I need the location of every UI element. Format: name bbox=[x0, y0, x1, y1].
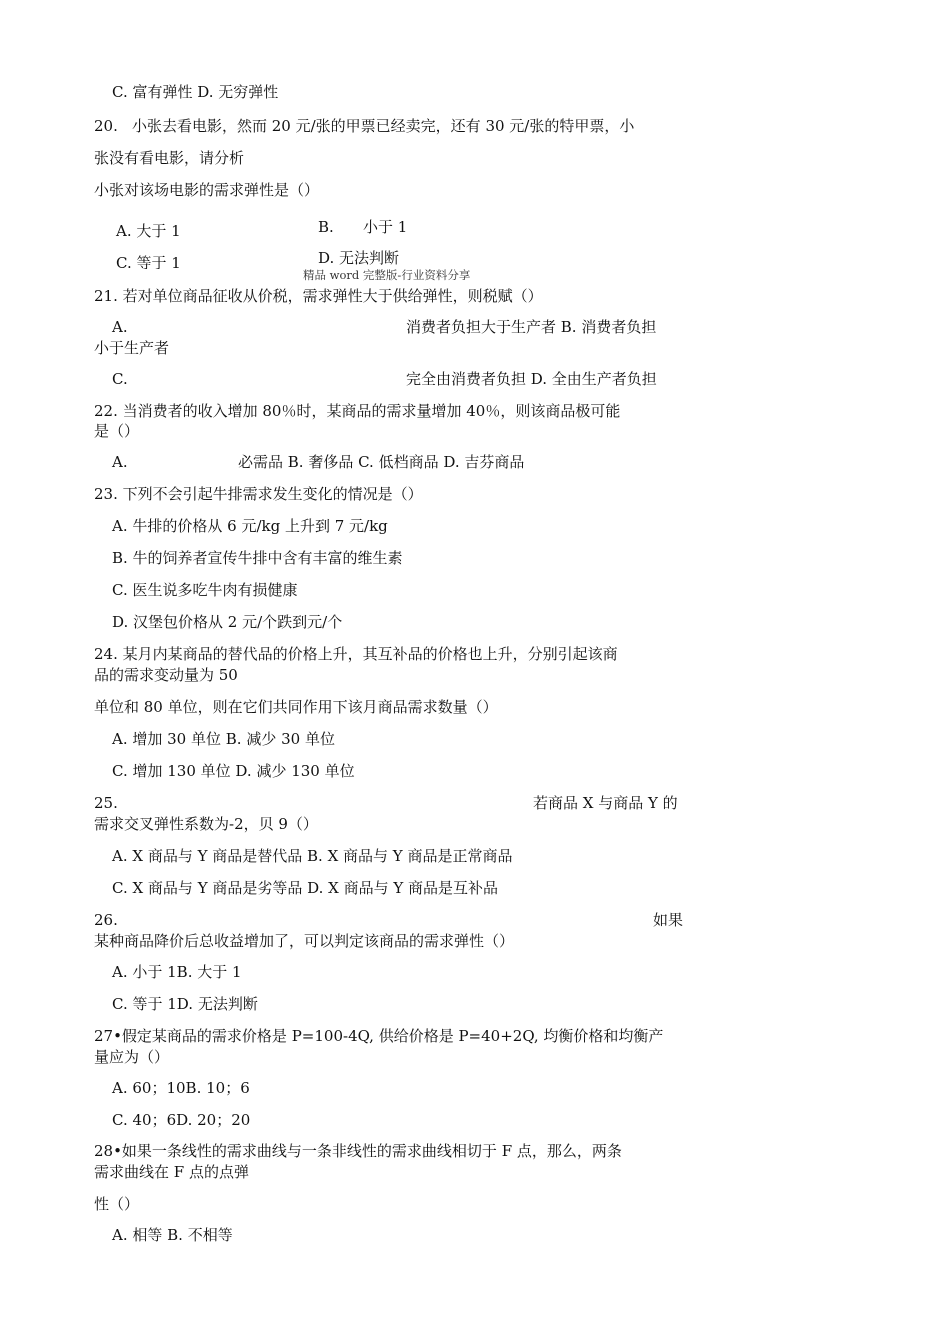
q28-options-ab: A. 相等 B. 不相等 bbox=[112, 1226, 233, 1244]
q28-stem-line1: 28•如果一条线性的需求曲线与一条非线性的需求曲线相切于 F 点，那么，两条 bbox=[94, 1142, 622, 1160]
q20-stem-line2: 张没有看电影，请分析 bbox=[94, 149, 245, 167]
q26-options-cd: C. 等于 1D. 无法判断 bbox=[112, 995, 258, 1013]
q23-option-b: B. 牛的饲养者宣传牛排中含有丰富的维生素 bbox=[112, 549, 403, 567]
q21-stem: 21. 若对单位商品征收从价税，需求弹性大于供给弹性，则税赋（） bbox=[94, 287, 543, 305]
q27-options-cd: C. 40；6D. 20；20 bbox=[112, 1111, 251, 1129]
q25-options-ab: A. X 商品与 Y 商品是替代品 B. X 商品与 Y 商品是正常商品 bbox=[112, 847, 513, 865]
q24-stem-line2: 品的需求变动量为 50 bbox=[94, 666, 238, 684]
q20-option-b-letter: B. bbox=[318, 218, 334, 236]
q25-stem-line2: 需求交叉弹性系数为-2，贝 9（） bbox=[94, 815, 318, 833]
q26-number: 26. bbox=[94, 911, 118, 929]
q22-option-a-letter: A. bbox=[112, 453, 128, 471]
q21-option-a-letter: A. bbox=[112, 318, 128, 336]
q27-options-ab: A. 60；10B. 10；6 bbox=[112, 1079, 250, 1097]
q24-options-cd: C. 增加 130 单位 D. 减少 130 单位 bbox=[112, 762, 355, 780]
q25-number: 25. bbox=[94, 794, 118, 812]
q20-stem-line1: 小张去看电影，然而 20 元/张的甲票已经卖完，还有 30 元/张的特甲票，小 bbox=[132, 117, 635, 135]
q23-option-d: D. 汉堡包价格从 2 元/个跌到元/个 bbox=[112, 613, 343, 631]
q27-stem-line1: 27•假定某商品的需求价格是 P=100-4Q, 供给价格是 P=40+2Q, 均衡价格和均衡产 bbox=[94, 1027, 664, 1045]
q23-stem: 23. 下列不会引起牛排需求发生变化的情况是（） bbox=[94, 485, 423, 503]
q20-option-d: D. 无法判断 bbox=[318, 249, 400, 267]
q27-stem-line2: 量应为（） bbox=[94, 1048, 170, 1066]
q20-option-b-text: 小于 1 bbox=[363, 218, 408, 236]
q20-number: 20. bbox=[94, 117, 118, 135]
q20-option-c: C. 等于 1 bbox=[116, 254, 181, 269]
q21-option-c-letter: C. bbox=[112, 370, 128, 388]
q22-stem-line2: 是（） bbox=[94, 422, 140, 440]
q21-options-cd: 完全由消费者负担 D. 全由生产者负担 bbox=[406, 370, 657, 388]
q23-option-c: C. 医生说多吃牛肉有损健康 bbox=[112, 581, 298, 599]
q26-stem-line2: 某种商品降价后总收益增加了，可以判定该商品的需求弹性（） bbox=[94, 932, 515, 950]
q26-options-ab: A. 小于 1B. 大于 1 bbox=[112, 963, 242, 981]
q25-options-cd: C. X 商品与 Y 商品是劣等品 D. X 商品与 Y 商品是互补品 bbox=[112, 879, 499, 897]
page-watermark: 精品 word 完整版-行业资料分享 bbox=[303, 268, 471, 282]
q24-stem-line1: 24. 某月内某商品的替代品的价格上升，其互补品的价格也上升，分别引起该商 bbox=[94, 645, 618, 663]
q23-option-a: A. 牛排的价格从 6 元/kg 上升到 7 元/kg bbox=[112, 517, 388, 535]
q19-options-cd: C. 富有弹性 D. 无穷弹性 bbox=[112, 83, 279, 101]
q25-stem-line1: 若商品 X 与商品 Y 的 bbox=[533, 794, 678, 812]
q22-stem-line1: 22. 当消费者的收入增加 80％时，某商品的需求量增加 40％，则该商品极可能 bbox=[94, 402, 621, 420]
q28-stem-line3: 性（） bbox=[94, 1195, 140, 1213]
q24-options-ab: A. 增加 30 单位 B. 减少 30 单位 bbox=[112, 730, 335, 748]
q20-option-a: A. 大于 1 bbox=[116, 222, 181, 240]
q26-stem-line1: 如果 bbox=[653, 911, 684, 929]
q28-stem-line2: 需求曲线在 F 点的点弹 bbox=[94, 1163, 249, 1181]
q21-options-ab-cont: 小于生产者 bbox=[94, 339, 170, 357]
q20-stem-line3: 小张对该场电影的需求弹性是（） bbox=[94, 181, 320, 199]
q22-options: 必需品 B. 奢侈品 C. 低档商品 D. 吉芬商品 bbox=[238, 453, 525, 471]
q21-options-ab: 消费者负担大于生产者 B. 消费者负担 bbox=[406, 318, 657, 336]
q24-stem-line3: 单位和 80 单位，则在它们共同作用下该月商品需求数量（） bbox=[94, 698, 498, 716]
